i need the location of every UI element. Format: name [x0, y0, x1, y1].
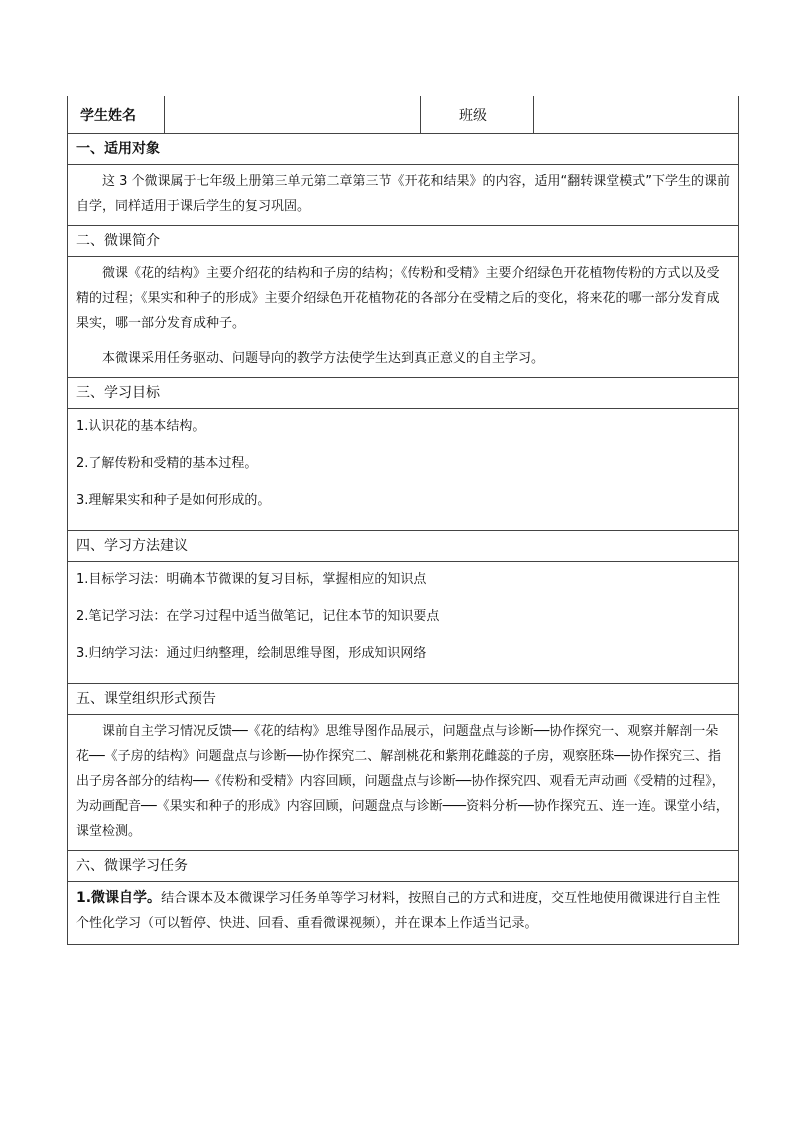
goal-item-2: 2.了解传粉和受精的基本过程。 [76, 456, 258, 471]
class-field[interactable] [534, 96, 738, 133]
class-label: 班级 [421, 96, 534, 133]
section-6-body [68, 881, 738, 944]
goal-item-1: 1.认识花的基本结构。 [76, 419, 206, 434]
section-1-body [68, 164, 738, 225]
section-5-body [68, 714, 738, 850]
method-item-3: 3.归纳学习法：通过归纳整理，绘制思维导图，形成知识网络 [76, 646, 427, 661]
student-name-label: 学生姓名 [68, 96, 165, 133]
section-2-body [68, 256, 738, 377]
section-2-paragraph-2: 本微课采用任务驱动、问题导向的教学方法使学生达到真正意义的自主学习。 [102, 351, 545, 366]
goal-item-3: 3.理解果实和种子是如何形成的。 [76, 493, 271, 508]
section-2-paragraph-1: 微课《花的结构》主要介绍花的结构和子房的结构；《传粉和受精》主要介绍绿色开花植物传粉的方式以及受精的过程；《果实和种子的形成》主要介绍绿色开花植物花的各部分在受精之后的变化，将来花的哪一部分发育成果实，哪一部分发育成种子。 [76, 266, 720, 331]
section-4-list [68, 561, 738, 683]
section-3-title: 三、学习目标 [68, 377, 738, 408]
student-info-row [68, 96, 738, 133]
task-lead: 1.微课自学。 [76, 890, 162, 906]
section-6-title: 六、微课学习任务 [68, 850, 738, 881]
student-name-field[interactable] [165, 96, 421, 133]
section-5-title: 五、课堂组织形式预告 [68, 683, 738, 714]
section-1-text: 这 3 个微课属于七年级上册第三单元第二章第三节《开花和结果》的内容，适用“翻转课堂模式”下学生的课前自学，同样适用于课后学生的复习巩固。 [76, 174, 731, 214]
section-4-title: 四、学习方法建议 [68, 530, 738, 561]
method-item-1: 1.目标学习法：明确本节微课的复习目标，掌握相应的知识点 [76, 572, 427, 587]
task-text: 结合课本及本微课学习任务单等学习材料，按照自己的方式和进度，交互性地使用微课进行自主性个性化学习（可以暂停、快进、回看、重看微课视频），并在课本上作适当记录。 [76, 891, 721, 931]
method-item-2: 2.笔记学习法：在学习过程中适当做笔记，记住本节的知识要点 [76, 609, 440, 624]
section-1-title: 一、适用对象 [68, 133, 738, 164]
section-2-title: 二、微课简介 [68, 225, 738, 256]
section-3-list [68, 408, 738, 530]
form-table [67, 96, 739, 945]
section-5-text: 课前自主学习情况反馈──《花的结构》思维导图作品展示，问题盘点与诊断──协作探究一、观察并解剖一朵花──《子房的结构》问题盘点与诊断──协作探究二、解剖桃花和紫荆花雌蕊的子房，观察胚珠──协作探究三、指出子房各部分的结构──《传粉和受精》内容回顾，问题盘点与诊断──协作探究四、观看无声动画《受精的过程》，为动画配音──《果实和种子的形成》内容回顾，问题盘点与诊断───资料分析──协作探究五、连一连。课堂小结，课堂检测。 [76, 724, 729, 839]
